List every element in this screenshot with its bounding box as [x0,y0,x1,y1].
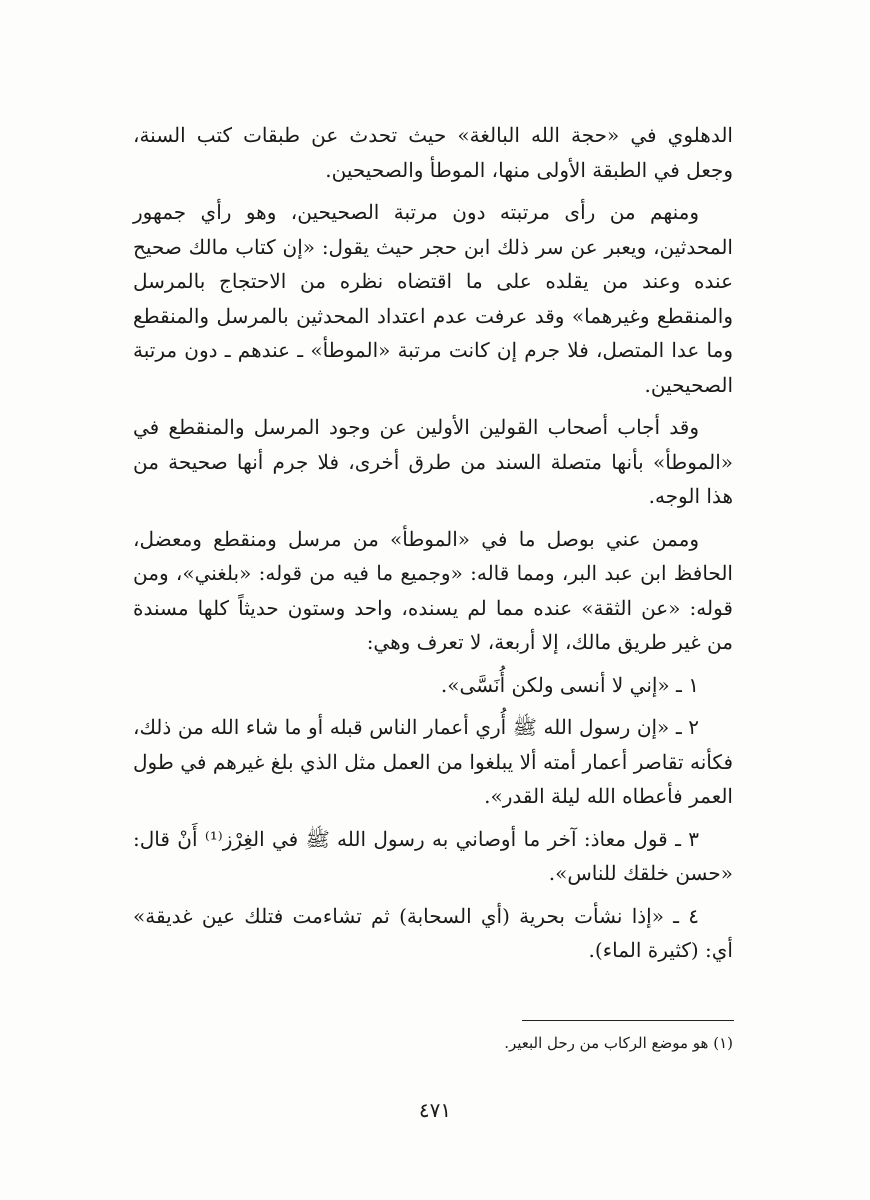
page-number: ٤٧١ [418,1098,452,1122]
list-item-2: ٢ ـ «إن رسول الله ﷺ أُري أعمار الناس قبله أو ما شاء الله من ذلك، فكأنه تقاصر أعمار أمته ألا يبلغوا من العمل مثل الذي بلغ غيرهم في طول العمر فأعطاه الله ليلة القدر». [133,715,733,808]
list-item-4: ٤ ـ «إذا نشأت بحرية (أي السحابة) ثم تشاءمت فتلك عين غديقة» أي: (كثيرة الماء). [133,903,733,962]
list-item-3: ٣ ـ قول معاذ: آخر ما أوصاني به رسول الله ﷺ في الغِرْز⁽¹⁾ أَنْ قال: «حسن خلقك للناس». [133,826,733,885]
list-item-1: ١ ـ «إني لا أنسى ولكن أُنَسَّى». [440,672,699,697]
paragraph-1: الدهلوي في «حجة الله البالغة» حيث تحدث عن طبقات كتب السنة، وجعل في الطبقة الأولى منها، الموطأ والصحيحين. [133,123,733,182]
paragraph-3: وقد أجاب أصحاب القولين الأولين عن وجود المرسل والمنقطع في «الموطأ» بأنها متصلة السند من طرق أخرى، فلا جرم أنها صحيحة من هذا الوجه. [133,415,733,508]
main-text [133,118,733,976]
footnote-divider [522,1020,734,1021]
paragraph-4: وممن عني بوصل ما في «الموطأ» من مرسل ومنقطع ومعضل، الحافظ ابن عبد البر، ومما قاله: «وجميع ما فيه من قوله: «بلغني»، ومن قوله: «عن الثقة» عنده مما لم يسنده، واحد وستون حديثاً كلها مسندة من غير طريق مالك، إلا أربعة، لا تعرف وهي: [133,526,733,654]
paragraph-2: ومنهم من رأى مرتبته دون مرتبة الصحيحين، وهو رأي جمهور المحدثين، ويعبر عن سر ذلك ابن حجر حيث يقول: «إن كتاب مالك صحيح عنده وعند من يقلده على ما اقتضاه نظره من الاحتجاج بالمرسل والمنقطع وغيرهما» وقد عرفت عدم اعتداد المحدثين بالمرسل والمنقطع وما عدا المتصل، فلا جرم إن كانت مرتبة «الموطأ» ـ عندهم ـ دون مرتبة الصحيحين. [133,200,733,397]
footnote: (١) هو موضع الركاب من رحل البعير. [504,1034,733,1052]
